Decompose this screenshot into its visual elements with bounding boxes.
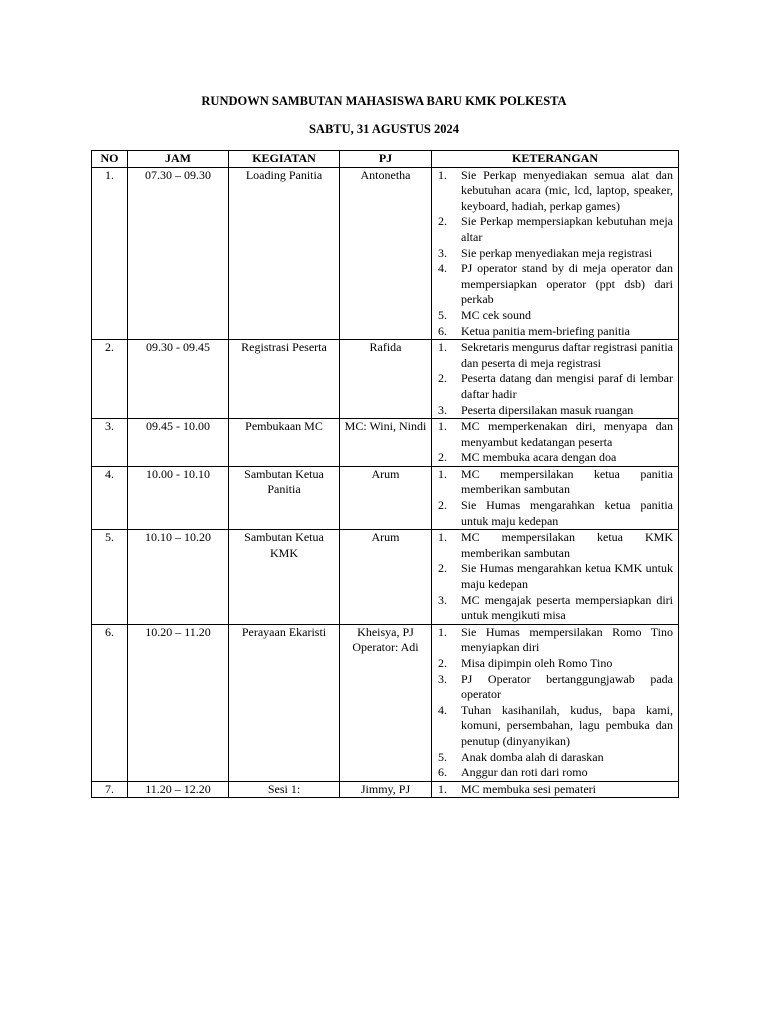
header-kegiatan: KEGIATAN xyxy=(229,151,340,168)
list-item xyxy=(436,419,673,450)
list-item-number: 2. xyxy=(438,561,447,576)
list-item xyxy=(436,246,673,262)
table-row xyxy=(92,530,679,625)
list-item xyxy=(436,498,673,529)
row-number: 2. xyxy=(92,340,128,419)
notes-list xyxy=(436,168,673,340)
row-activity: Registrasi Peserta xyxy=(229,340,340,419)
row-number: 7. xyxy=(92,781,128,798)
list-item-text: MC cek sound xyxy=(461,307,531,322)
list-item-text: MC mempersilakan ketua panitia memberikan sambutan xyxy=(461,466,673,497)
notes-list xyxy=(436,530,673,624)
list-item-number: 2. xyxy=(438,214,447,229)
list-item-number: 2. xyxy=(438,498,447,513)
row-notes xyxy=(432,419,679,467)
table-body xyxy=(92,167,679,798)
list-item-text: Anggur dan roti dari romo xyxy=(461,765,588,780)
row-number: 5. xyxy=(92,530,128,625)
list-item-number: 3. xyxy=(438,671,447,686)
list-item-text: Misa dipimpin oleh Romo Tino xyxy=(461,656,613,670)
list-item xyxy=(436,371,673,402)
list-item-text: Ketua panitia mem-briefing panitia xyxy=(461,323,630,338)
list-item-number: 1. xyxy=(438,419,447,434)
list-item-text: MC mempersilakan ketua KMK memberikan sambutan xyxy=(461,530,673,560)
row-person-in-charge: Arum xyxy=(340,530,432,625)
list-item-number: 1. xyxy=(438,624,447,639)
table-row xyxy=(92,419,679,467)
list-item xyxy=(436,703,673,750)
row-activity: Sambutan Ketua Panitia xyxy=(229,466,340,529)
list-item-number: 3. xyxy=(438,592,447,607)
row-time: 09.45 - 10.00 xyxy=(128,419,229,467)
list-item-text: Tuhan kasihanilah, kudus, bapa kami, komuni, persembahan, lagu pembuka dan penutup (dinyanyikan) xyxy=(461,702,673,748)
list-item xyxy=(436,561,673,592)
list-item-number: 6. xyxy=(438,765,447,780)
list-item xyxy=(436,168,673,215)
list-item xyxy=(436,340,673,371)
row-activity: Loading Panitia xyxy=(229,167,340,340)
list-item xyxy=(436,750,673,766)
rundown-table xyxy=(91,150,679,798)
list-item-text: Sie Perkap mempersiapkan kebutuhan meja altar xyxy=(461,214,673,244)
row-activity: Sambutan Ketua KMK xyxy=(229,530,340,625)
row-person-in-charge: Jimmy, PJ xyxy=(340,781,432,798)
table-header-row xyxy=(92,151,679,168)
list-item-number: 3. xyxy=(438,402,447,417)
row-number: 6. xyxy=(92,624,128,781)
row-notes xyxy=(432,466,679,529)
row-activity: Sesi 1: xyxy=(229,781,340,798)
table-row xyxy=(92,624,679,781)
list-item-number: 1. xyxy=(438,167,447,182)
list-item xyxy=(436,308,673,324)
list-item xyxy=(436,324,673,340)
table-row xyxy=(92,167,679,340)
list-item-text: MC membuka acara dengan doa xyxy=(461,450,617,465)
list-item-number: 1. xyxy=(438,781,447,796)
document-date: SABTU, 31 AGUSTUS 2024 xyxy=(308,122,460,136)
list-item-number: 4. xyxy=(438,261,447,276)
header-pj: PJ xyxy=(340,151,432,168)
list-item-text: Sie Humas mengarahkan ketua panitia untuk maju kedepan xyxy=(461,498,673,528)
row-number: 3. xyxy=(92,419,128,467)
row-time: 09.30 - 09.45 xyxy=(128,340,229,419)
list-item-text: MC memperkenakan diri, menyapa dan menyambut kedatangan peserta xyxy=(461,419,673,449)
row-activity: Perayaan Ekaristi xyxy=(229,624,340,781)
row-notes xyxy=(432,167,679,340)
list-item-number: 2. xyxy=(438,450,447,465)
table-row xyxy=(92,781,679,798)
list-item xyxy=(436,214,673,245)
row-person-in-charge: Rafida xyxy=(340,340,432,419)
row-person-in-charge: Antonetha xyxy=(340,167,432,340)
list-item xyxy=(436,261,673,308)
list-item-text: Peserta dipersilakan masuk ruangan xyxy=(461,402,634,417)
row-time: 07.30 – 09.30 xyxy=(128,167,229,340)
notes-list xyxy=(436,419,673,466)
notes-list xyxy=(436,782,673,798)
row-time: 10.00 - 10.10 xyxy=(128,466,229,529)
list-item xyxy=(436,672,673,703)
row-notes xyxy=(432,624,679,781)
list-item-text: Sie Perkap menyediakan semua alat dan kebutuhan acara (mic, lcd, laptop, speaker, keyboard, hadiah, perkap games) xyxy=(461,167,673,213)
row-person-in-charge: MC: Wini, Nindi xyxy=(340,419,432,467)
list-item-number: 2. xyxy=(438,656,447,670)
list-item-number: 1. xyxy=(438,530,447,545)
list-item-text: Sie Humas mengarahkan ketua KMK untuk maju kedepan xyxy=(461,561,673,592)
row-time: 10.10 – 10.20 xyxy=(128,530,229,625)
list-item xyxy=(436,625,673,656)
list-item-number: 5. xyxy=(438,749,447,764)
row-number: 1. xyxy=(92,167,128,340)
list-item xyxy=(436,593,673,624)
list-item-number: 5. xyxy=(438,307,447,322)
list-item xyxy=(436,656,673,672)
row-time: 11.20 – 12.20 xyxy=(128,781,229,798)
list-item xyxy=(436,403,673,419)
list-item-text: MC mengajak peserta mempersiapkan diri untuk mengikuti misa xyxy=(461,592,673,623)
row-notes xyxy=(432,340,679,419)
list-item-number: 6. xyxy=(438,323,447,338)
notes-list xyxy=(436,467,673,529)
list-item xyxy=(436,450,673,466)
list-item-text: MC membuka sesi pemateri xyxy=(461,781,596,796)
table-row xyxy=(92,466,679,529)
header-no: NO xyxy=(92,151,128,168)
list-item xyxy=(436,765,673,781)
list-item-text: PJ operator stand by di meja operator dan mempersiapkan operator (ppt dsb) dari perkab xyxy=(461,261,673,307)
list-item xyxy=(436,530,673,561)
row-person-in-charge: Kheisya, PJ Operator: Adi xyxy=(340,624,432,781)
document-title: RUNDOWN SAMBUTAN MAHASISWA BARU KMK POLKESTA xyxy=(201,94,567,108)
row-person-in-charge: Arum xyxy=(340,466,432,529)
notes-list xyxy=(436,340,673,418)
list-item-text: PJ Operator bertanggungjawab pada operator xyxy=(461,671,673,702)
row-notes xyxy=(432,530,679,625)
row-time: 10.20 – 11.20 xyxy=(128,624,229,781)
list-item-text: Peserta datang dan mengisi paraf di lembar daftar hadir xyxy=(461,371,673,401)
list-item-number: 4. xyxy=(438,702,447,717)
list-item-number: 3. xyxy=(438,245,447,260)
list-item-number: 2. xyxy=(438,371,447,386)
list-item-text: Anak domba alah di daraskan xyxy=(461,749,604,764)
list-item-number: 1. xyxy=(438,466,447,481)
row-number: 4. xyxy=(92,466,128,529)
list-item-number: 1. xyxy=(438,340,447,355)
list-item-text: Sie Humas mempersilakan Romo Tino menyiapkan diri xyxy=(461,624,673,655)
notes-list xyxy=(436,625,673,781)
row-notes xyxy=(432,781,679,798)
list-item-text: Sekretaris mengurus daftar registrasi panitia dan peserta di meja registrasi xyxy=(461,340,673,370)
header-keterangan: KETERANGAN xyxy=(432,151,679,168)
list-item xyxy=(436,782,673,798)
list-item-text: Sie perkap menyediakan meja registrasi xyxy=(461,245,653,260)
row-activity: Pembukaan MC xyxy=(229,419,340,467)
list-item xyxy=(436,467,673,498)
table-row xyxy=(92,340,679,419)
header-jam: JAM xyxy=(128,151,229,168)
